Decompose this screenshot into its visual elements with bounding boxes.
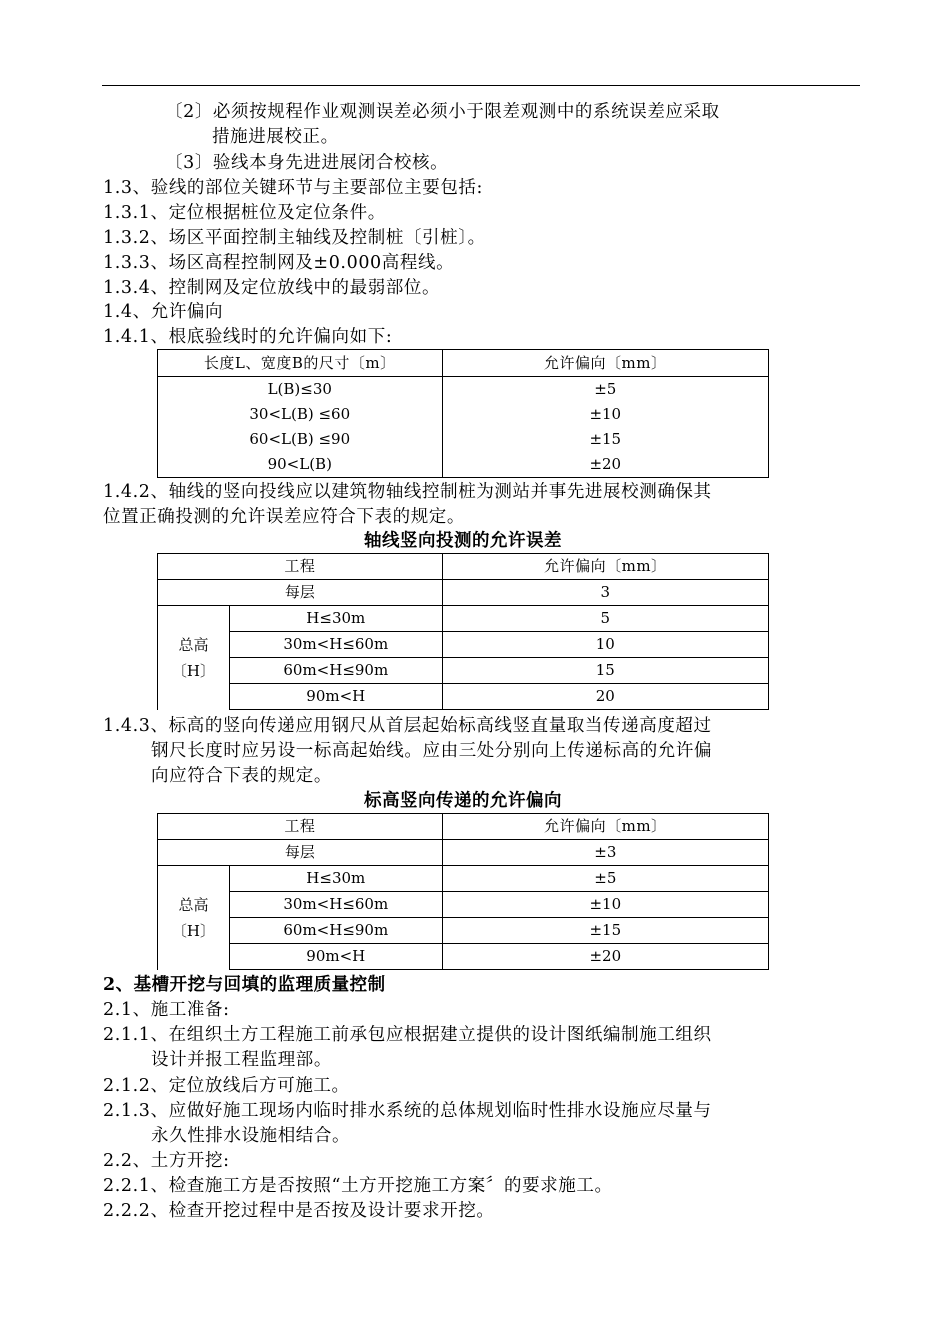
text-line: 措施进展校正。 [212,127,339,147]
table-row [158,866,769,892]
text-line: 1.3.1、定位根据桩位及定位条件。 [103,203,386,223]
cell-tolerance: 10 [442,632,768,658]
cell-range: 90m<H [229,684,442,710]
table-row [158,944,769,970]
text-line: 2.2.2、检查开挖过程中是否按及设计要求开挖。 [103,1201,495,1221]
table-row [158,427,769,452]
header-size: 长度L、宽度B的尺寸〔m〕 [158,350,443,377]
table-row [158,658,769,684]
table-row [158,840,769,866]
header-tolerance: 允许偏向〔mm〕 [442,554,768,580]
cell-tolerance: ±5 [442,377,768,403]
total-height-symbol: 〔H〕 [171,661,215,680]
text-line: 〔3〕验线本身先进进展闭合校核。 [165,153,449,173]
table-row [158,606,769,632]
cell-range: 60m<H≤90m [229,918,442,944]
table-row [158,892,769,918]
text-line: 1.4.1、根底验线时的允许偏向如下: [103,327,393,347]
table-header-row [158,554,769,580]
cell-each-floor: 每层 [158,580,443,606]
text-line: 1.3、验线的部位关键环节与主要部位主要包括: [103,178,484,198]
cell-range: 30m<H≤60m [229,892,442,918]
cell-range: 60m<H≤90m [229,658,442,684]
text-line: 〔2〕必须按规程作业观测误差必须小于限差观测中的系统误差应采取 [165,102,720,122]
text-line: 2.2、土方开挖: [103,1151,230,1171]
cell-tolerance: ±10 [442,892,768,918]
cell-tolerance: ±5 [442,866,768,892]
text-line: 位置正确投测的允许误差应符合下表的规定。 [103,507,465,527]
table-elevation-tolerance [157,813,769,970]
cell-tolerance: ±3 [442,840,768,866]
text-line: 1.4、允许偏向 [103,302,224,322]
table-baseline-tolerance [157,349,769,478]
text-line: 2.1.1、在组织土方工程施工前承包应根据建立提供的设计图纸编制施工组织 [103,1025,712,1045]
cell-tolerance: 15 [442,658,768,684]
table-row [158,452,769,478]
table-caption: 轴线竖向投测的允许误差 [364,531,562,551]
cell-total-height [158,606,230,710]
cell-range: 90m<H [229,944,442,970]
table-header-row [158,350,769,377]
table-header-row [158,814,769,840]
header-item: 工程 [158,814,443,840]
text-line: 1.3.3、场区高程控制网及±0.000高程线。 [103,253,455,273]
cell-tolerance: 20 [442,684,768,710]
cell-size: 60<L(B) ≤90 [158,427,443,452]
cell-range: H≤30m [229,866,442,892]
cell-total-height [158,866,230,970]
cell-tolerance: 5 [442,606,768,632]
table-row [158,684,769,710]
text-line: 永久性排水设施相结合。 [151,1126,351,1146]
cell-tolerance: ±15 [442,427,768,452]
text-line: 2.1、施工准备: [103,1000,230,1020]
text-line: 钢尺长度时应另设一标高起始线。应由三处分别向上传递标高的允许偏 [151,741,713,761]
cell-size: 90<L(B) [158,452,443,478]
header-rule [102,85,860,86]
header-tolerance: 允许偏向〔mm〕 [442,350,768,377]
text-line: 1.3.4、控制网及定位放线中的最弱部位。 [103,278,441,298]
table-axis-tolerance [157,553,769,710]
table-row [158,580,769,606]
section-heading: 2、基槽开挖与回填的监理质量控制 [103,975,386,995]
table-caption: 标高竖向传递的允许偏向 [364,791,562,811]
text-line: 向应符合下表的规定。 [151,766,332,786]
table-row [158,918,769,944]
cell-size: 30<L(B) ≤60 [158,402,443,427]
table-row [158,632,769,658]
cell-tolerance: ±10 [442,402,768,427]
text-line: 2.1.2、定位放线后方可施工。 [103,1076,350,1096]
cell-range: H≤30m [229,606,442,632]
text-line: 2.2.1、检查施工方是否按照“土方开挖施工方案〞的要求施工。 [103,1176,613,1196]
cell-each-floor: 每层 [158,840,443,866]
cell-tolerance: 3 [442,580,768,606]
text-line: 2.1.3、应做好施工现场内临时排水系统的总体规划临时性排水设施应尽量与 [103,1101,712,1121]
text-line: 设计并报工程监理部。 [151,1050,332,1070]
total-height-label: 总高 [178,635,209,654]
text-line: 1.4.2、轴线的竖向投线应以建筑物轴线控制桩为测站并事先进展校测确保其 [103,482,712,502]
cell-tolerance: ±20 [442,944,768,970]
cell-tolerance: ±15 [442,918,768,944]
total-height-symbol: 〔H〕 [171,921,215,940]
cell-range: 30m<H≤60m [229,632,442,658]
total-height-label: 总高 [178,895,209,914]
text-line: 1.4.3、标高的竖向传递应用钢尺从首层起始标高线竖直量取当传递高度超过 [103,716,712,736]
text-line: 1.3.2、场区平面控制主轴线及控制桩〔引桩〕。 [103,228,486,248]
cell-size: L(B)≤30 [158,377,443,403]
header-item: 工程 [158,554,443,580]
header-tolerance: 允许偏向〔mm〕 [442,814,768,840]
table-row [158,377,769,403]
table-row [158,402,769,427]
cell-tolerance: ±20 [442,452,768,478]
